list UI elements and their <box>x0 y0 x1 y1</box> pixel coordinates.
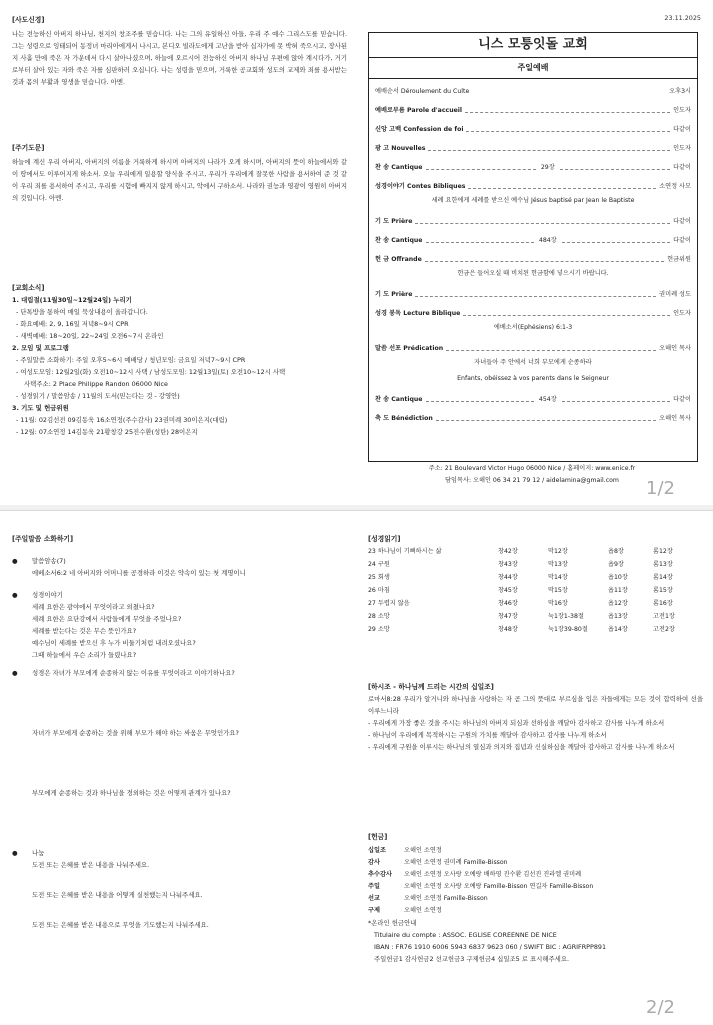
bulletin-page-1 <box>0 0 713 505</box>
question-3: 부모에게 순종하는 것과 하나님을 경외하는 것은 어떻게 관계가 있나요? <box>32 789 231 797</box>
question-2: 자녀가 부모에게 순종하는 것을 위해 부모가 해야 하는 싸움은 무엇인가요? <box>32 729 239 737</box>
reading-row <box>368 571 703 584</box>
reading-cell: 욥12장 <box>608 599 628 607</box>
order-item-leader: 헌금위원 <box>667 256 691 263</box>
reading-section <box>368 533 703 636</box>
order-item-leader: 인도자 <box>673 145 691 152</box>
reading-cell: 욥14장 <box>608 625 628 633</box>
reading-cell: 29 소망 <box>368 625 390 633</box>
page-number: 1/2 <box>646 478 675 499</box>
news-line: - 새벽예배: 18~20일, 22~24일 오전6~7시 온라인 <box>16 332 164 340</box>
order-item-leader: 다같이 <box>673 218 691 225</box>
reading-cell: 롬15장 <box>653 586 673 594</box>
offering-memo: 주일헌금1 감사헌금2 선교헌금3 구제헌금4 십일조5 로 표시해주세요. <box>374 955 570 963</box>
reading-cell: 28 소망 <box>368 612 390 620</box>
reading-row <box>368 558 703 571</box>
news-line: - 성경읽기 / 말씀암송 / 11월의 도서(믿는다는 것 - 강영안) <box>16 392 180 400</box>
offering-type: 선교 <box>368 895 380 902</box>
news-line: - 11월: 02김선전 09김동욱 16소연정(주수감사) 23권미례 30이은지(대림) <box>16 416 228 424</box>
bulletin-page-2 <box>0 510 713 1025</box>
offering-row <box>368 845 703 857</box>
thanks-line: 로마서8:28 우리가 알거니와 하나님을 사랑하는 자 곧 그의 뜻대로 부르심을 입은 자들에게는 모든 것이 합력하여 선을 이루느니라 <box>368 695 703 715</box>
reading-row <box>368 545 703 558</box>
reading-cell: 욥9장 <box>608 560 624 568</box>
order-item-leader: 권미례 성도 <box>659 291 691 298</box>
reading-cell: 롬13장 <box>653 560 673 568</box>
creed-title: [사도신경] <box>12 16 45 24</box>
order-note: 자녀들아 주 안에서 너희 부모에게 순종하라 <box>474 359 592 366</box>
order-header <box>369 85 697 98</box>
order-row <box>369 342 697 355</box>
order-item-leader: 다같이 <box>673 126 691 133</box>
order-item-leader: 오해인 목사 <box>659 345 691 352</box>
reading-cell: 창43장 <box>498 560 518 568</box>
order-rows-d <box>369 342 697 355</box>
digest-section: [주일말씀 소화하기] ● 말씀암송(7) 에베소서6:2 네 아버지와 어머니를 공경하라 이것은 약속이 있는 첫 계명이니 ● 성경이야기 세례 요한은 광야에서 무엇이라고 외쳤나요? 세례 요한은 요단강에서 사람들에게 무엇을 주었나요? 세례를 받는다는 것은 무슨 뜻인가요? 예수님이 세례를 받으신 후 누가 비둘기처럼 내려오셨나요? 그때 하늘에서 우슨 소리가 들렸나요? ● 성경은 자녀가 부모에게 순종하지 않는 이유를 무엇이라고 이야기하나요? 자녀가 부모에게 순종하는 것을 위해 부모가 해야 하는 싸움은 무엇인가요? 부모에게 순종하는 것과 하나님을 경외하는 것은 어떻게 관계가 있나요? ● 나눔 도전 또는 은혜를 받은 내용을 나눠주세요. 도전 또는 은혜를 받은 내용을 어떻게 실천했는지 나눠주세요. 도전 또는 은혜를 받은 내용으로 무엇을 기도했는지 나눠주세요. <box>12 533 347 931</box>
reading-cell: 욥10장 <box>608 573 628 581</box>
order-item-label: 축 도 Bénédiction <box>375 415 433 422</box>
order-item-leader: 인도자 <box>673 107 691 114</box>
reading-row <box>368 610 703 623</box>
reading-cell: 막15장 <box>548 586 568 594</box>
order-item-label: 찬 송 Cantique <box>375 164 423 171</box>
order-item-leader: 다같이 <box>673 164 692 171</box>
order-item-label: 성경 봉독 Lecture Biblique <box>375 310 461 317</box>
church-name: 니스 모퉁잇돌 교회 <box>369 33 697 58</box>
order-note: 세례 요한에게 세례를 받으신 예수님 Jésus baptisé par Jean le Baptiste <box>431 197 635 204</box>
order-item-label: 찬 송 Cantique <box>375 396 423 403</box>
offering-names: 오해인 소연정 오사랑 오예랑 Famille-Bisson 연길자 Famille-Bisson <box>404 883 594 890</box>
share-line: 도전 또는 은혜를 받은 내용을 나눠주세요. <box>32 861 150 869</box>
order-note: Enfants, obéissez à vos parents dans le Seigneur <box>457 375 609 382</box>
order-item-leader: 인도자 <box>673 310 691 317</box>
order-item-label: 성경이야기 Contes Bibliques <box>375 183 466 190</box>
prayer-title: [주기도문] <box>12 144 45 152</box>
reading-cell: 창46장 <box>498 599 518 607</box>
reading-cell: 롬16장 <box>653 599 673 607</box>
reading-cell: 창44장 <box>498 573 518 581</box>
order-item-label: 광 고 Nouvelles <box>375 145 426 152</box>
offering-names: 오해인 소연정 <box>404 907 442 914</box>
order-item-leader: 다같이 <box>673 237 692 244</box>
church-address: 주소: 21 Boulevard Victor Hugo 06000 Nice / 홈페이지: www.enice.fr <box>428 465 636 472</box>
order-row <box>369 253 697 266</box>
story-line: 세례 요한은 요단강에서 사람들에게 무엇을 주었나요? <box>32 615 182 623</box>
offering-row <box>368 857 703 869</box>
reading-cell: 눅1장39-80절 <box>548 625 588 633</box>
reading-table <box>368 545 703 636</box>
iban: IBAN : FR76 1910 6006 5943 6837 9623 060 / SWIFT BIC : AGRIFRPP891 <box>374 943 607 951</box>
story-line: 그때 하늘에서 우슨 소리가 들렸나요? <box>32 651 137 659</box>
reading-cell: 롬14장 <box>653 573 673 581</box>
thanks-line: - 우리에게 구원을 이루시는 하나님의 열심과 의지와 집념과 신실하심을 깨달아 감사하고 감사를 나누게 하소서 <box>368 743 675 751</box>
share-head: 나눔 <box>32 849 45 857</box>
reading-cell: 23 하나님이 기뻐하시는 삶 <box>368 547 442 555</box>
reading-cell: 창48장 <box>498 625 518 633</box>
reading-cell: 24 구원 <box>368 560 390 568</box>
order-item-label: 찬 송 Cantique <box>375 237 423 244</box>
prayer-section <box>12 142 347 204</box>
digest-title: [주일말씀 소화하기] <box>12 535 74 543</box>
order-rows-e <box>369 393 697 425</box>
order-row <box>369 180 697 193</box>
worship-order-box <box>368 32 698 462</box>
reading-row <box>368 584 703 597</box>
offering-type: 십일조 <box>368 847 386 854</box>
hymn-number: 454장 <box>538 396 557 403</box>
reading-cell: 롬12장 <box>653 547 673 555</box>
news-line: - 화요예배: 2, 9, 16일 저녁8~9시 CPR <box>16 320 129 328</box>
order-rows-c <box>369 288 697 320</box>
order-row <box>369 104 697 117</box>
reading-cell: 26 마침 <box>368 586 390 594</box>
reading-cell: 막12장 <box>548 547 568 555</box>
memory-head: 말씀암송(7) <box>32 557 66 565</box>
service-name: 주일예배 <box>369 58 697 79</box>
order-item-leader: 소연정 사모 <box>659 183 691 190</box>
reading-row <box>368 597 703 610</box>
offering-names: 오해인 소연정 오사랑 오예랑 배하영 진수환 김선진 진라엘 권미례 <box>404 871 582 878</box>
order-row <box>369 215 697 228</box>
pastor-contact: 담임목사: 오해인 06 34 21 79 12 / aidelamina@gmail.com <box>445 477 619 484</box>
order-row <box>369 142 697 155</box>
order-item-label: 예배로부름 Parole d'accueil <box>375 107 463 114</box>
order-item-label: 기 도 Prière <box>375 291 413 298</box>
offering-rows <box>368 845 703 917</box>
reading-cell: 욥8장 <box>608 547 624 555</box>
reading-cell: 창47장 <box>498 612 518 620</box>
offering-type: 구제 <box>368 907 380 914</box>
order-header-left: 예배순서 Déroulement du Culte <box>375 88 470 95</box>
offering-type: 감사 <box>368 859 380 866</box>
news-section <box>12 282 347 438</box>
news-line: - 여성도모임: 12월2일(화) 오전10~12시 사택 / 남성도모임: 12월13일(토) 오전10~12시 사택 <box>16 368 286 376</box>
news-line: - 단톡방을 통하여 매일 묵상내용이 올라갑니다. <box>16 308 148 316</box>
prayer-text: 하늘에 계신 우리 아버지, 아버지의 이름을 거룩하게 하시며 아버지의 나라가 오게 하시며, 아버지의 뜻이 하늘에서와 같이 땅에서도 이루어지게 하소서. 오늘 우리에게 일용할 양식을 주시고, 우리가 우리에게 잘못한 사람을 용서하여 준 것 같이 우리 죄를 용서하여 주시고, 우리를 시험에 빠지지 않게 하시고, 악에서 구하소서. 나라와 권능과 영광이 영원히 아버지의 것입니다. 아멘. <box>12 158 347 202</box>
thanks-line: - 우리에게 가장 좋은 것을 주시는 하나님의 아버지 되심과 선하심을 깨달아 감사하고 감사를 나누게 하소서 <box>368 719 665 727</box>
reading-cell: 고전2장 <box>653 625 675 633</box>
order-rows-b <box>369 215 697 266</box>
online-offering-title: *온라인 헌금안내 <box>368 919 417 927</box>
order-note: 에베소서(Ephésiens) 6:1-3 <box>493 324 573 331</box>
story-line: 세례를 받는다는 것은 무슨 뜻인가요? <box>32 627 137 635</box>
order-row <box>369 288 697 301</box>
order-item-label: 말씀 선포 Prédication <box>375 345 444 352</box>
order-row <box>369 412 697 425</box>
offering-names: 오해인 소연정 Famille-Bisson <box>404 895 488 902</box>
thanks-line: - 하나님이 우리에게 목적하시는 구원의 가치를 깨달아 감사하고 감사를 나누게 하소서 <box>368 731 607 739</box>
order-row <box>369 393 697 406</box>
offering-section <box>368 831 703 965</box>
share-line: 도전 또는 은혜를 받은 내용을 어떻게 실천했는지 나눠주세요. <box>32 891 203 899</box>
order-row <box>369 234 697 247</box>
order-rows-a <box>369 104 697 193</box>
account-holder: Titulaire du compte : ASSOC. EGLISE COREENNE DE NICE <box>374 931 557 939</box>
reading-row <box>368 623 703 636</box>
news-line: 사택주소: 2 Place Philippe Randon 06000 Nice <box>24 380 168 388</box>
order-header-right: 오후3시 <box>669 88 691 95</box>
bulletin-date: 23.11.2025 <box>664 14 701 22</box>
reading-cell: 막14장 <box>548 573 568 581</box>
creed-text: 나는 전능하신 아버지 하나님, 천지의 창조주를 믿습니다. 나는 그의 유일하신 아들, 우리 주 예수 그리스도를 믿습니다. 그는 성령으로 잉태되어 동정녀 마리아에게서 나시고, 본디오 빌라도에게 고난을 받아 십자가에 못 박혀 죽으시고, 장사된 지 사흘 만에 죽은 자 가운데서 다시 살아나셨으며, 하늘에 오르시어 전능하신 아버지 하나님 우편에 앉아 계시다가, 거기로부터 살아 있는 자와 죽은 자를 심판하러 오십니다. 나는 성령을 믿으며, 거룩한 공교회와 성도의 교제와 죄를 용서받는 것과 몸의 부활과 영생을 믿습니다. 아멘. <box>12 30 347 86</box>
offering-row <box>368 893 703 905</box>
reading-cell: 창45장 <box>498 586 518 594</box>
reading-cell: 창42장 <box>498 547 518 555</box>
news-line: - 주일말씀 소화하기: 주일 오후5~6시 예배당 / 청년모임: 금요일 저녁7~9시 CPR <box>16 356 246 364</box>
offering-type: 추수감사 <box>368 871 392 878</box>
reading-cell: 고전1장 <box>653 612 675 620</box>
creed-section <box>12 14 347 88</box>
order-item-label: 기 도 Prière <box>375 218 413 225</box>
offering-row <box>368 905 703 917</box>
page-number: 2/2 <box>646 997 675 1018</box>
reading-cell: 욥13장 <box>608 612 628 620</box>
hymn-number: 29장 <box>540 164 555 171</box>
news-line: - 12월: 07소연정 14김동욱 21황창강 25진수환(성탄) 28이은지 <box>16 428 198 436</box>
reading-cell: 욥11장 <box>608 586 628 594</box>
reading-cell: 27 두렵지 않음 <box>368 599 410 607</box>
news-title: [교회소식] <box>12 284 45 292</box>
offering-names: 오해인 소연정 <box>404 847 442 854</box>
news-head-2: 2. 모임 및 프로그램 <box>12 344 69 352</box>
memory-text: 에베소서6:2 네 아버지와 어머니를 공경하라 이것은 약속이 있는 첫 계명이니 <box>32 569 246 577</box>
offering-title: [헌금] <box>368 833 388 841</box>
order-row <box>369 307 697 320</box>
order-row <box>369 123 697 136</box>
reading-cell: 막16장 <box>548 599 568 607</box>
offering-row <box>368 869 703 881</box>
offering-type: 주일 <box>368 883 380 890</box>
offering-names: 오해인 소연정 권미례 Famille-Bisson <box>404 859 508 866</box>
order-item-leader: 오해인 목사 <box>659 415 691 422</box>
offering-row <box>368 881 703 893</box>
reading-title: [성경읽기] <box>368 535 401 543</box>
news-head-3: 3. 기도 및 헌금위원 <box>12 404 69 412</box>
story-head: 성경이야기 <box>32 591 63 599</box>
order-item-leader: 다같이 <box>673 396 692 403</box>
story-line: 예수님이 세례를 받으신 후 누가 비둘기처럼 내려오셨나요? <box>32 639 196 647</box>
question-1: 성경은 자녀가 부모에게 순종하지 않는 이유를 무엇이라고 이야기하나요? <box>32 669 235 677</box>
story-line: 세례 요한은 광야에서 무엇이라고 외쳤나요? <box>32 603 155 611</box>
reading-cell: 막13장 <box>548 560 568 568</box>
order-item-label: 신앙 고백 Confession de foi <box>375 126 464 133</box>
order-row <box>369 161 697 174</box>
share-line: 도전 또는 은혜를 받은 내용으로 무엇을 기도했는지 나눠주세요. <box>32 921 209 929</box>
order-item-label: 헌 금 Offrande <box>375 256 422 263</box>
hymn-number: 484장 <box>538 237 557 244</box>
thanks-section <box>368 681 703 753</box>
thanks-title: [하시조 - 하나님께 드리는 시간의 십일조] <box>368 683 494 691</box>
news-head-1: 1. 대림절(11월30일~12월24일) 누리기 <box>12 296 132 304</box>
reading-cell: 25 회생 <box>368 573 390 581</box>
reading-cell: 눅1장1-38절 <box>548 612 584 620</box>
order-note: 헌금은 들어오실 때 비치된 헌금함에 넣으시기 바랍니다. <box>457 270 609 277</box>
